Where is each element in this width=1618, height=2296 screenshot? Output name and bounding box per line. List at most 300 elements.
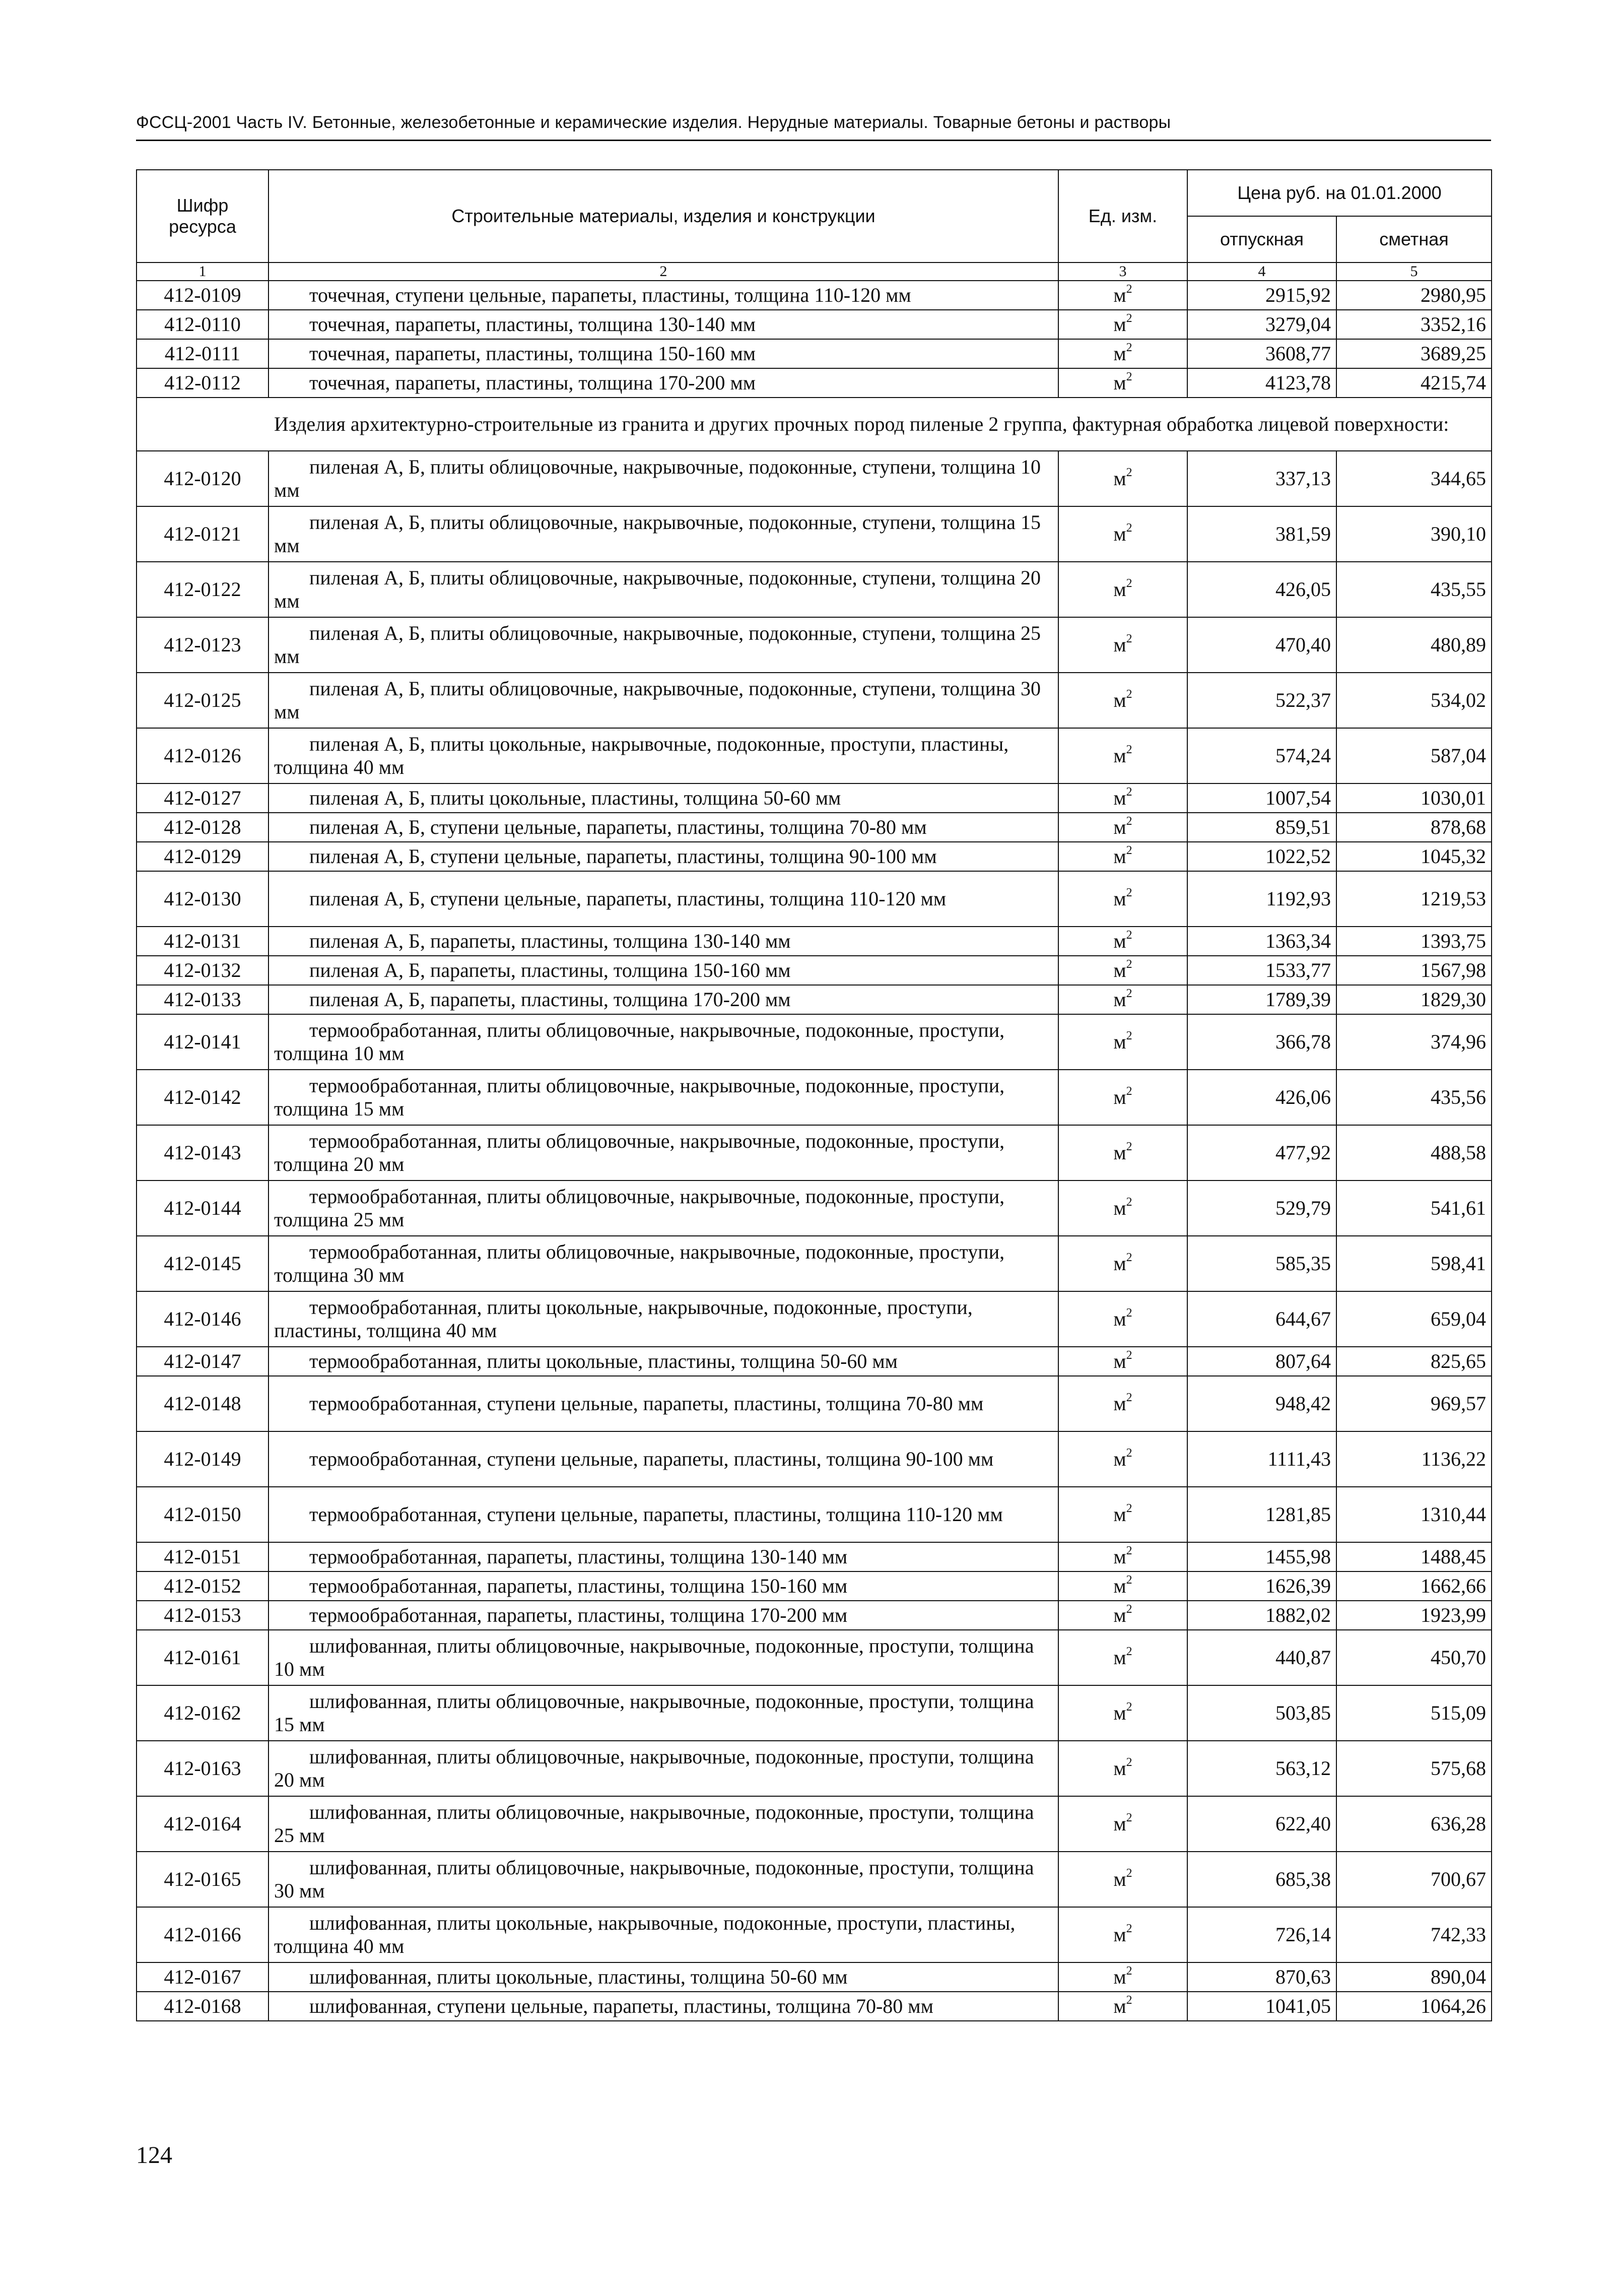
price-smet: 598,41 <box>1336 1236 1492 1291</box>
table-row <box>137 1236 1492 1291</box>
unit-label: м <box>1113 1575 1126 1597</box>
unit-label: м <box>1113 1197 1126 1219</box>
unit-cell <box>1058 783 1187 813</box>
table-row <box>137 1907 1492 1962</box>
price-otp: 585,35 <box>1187 1236 1336 1291</box>
col-header-description: Строительные материалы, изделия и конструкции <box>268 170 1058 263</box>
price-otp: 870,63 <box>1187 1962 1336 1992</box>
unit-label: м <box>1113 1448 1126 1470</box>
table-row <box>137 1992 1492 2021</box>
material-description-cell <box>268 1601 1058 1630</box>
resource-code: 412-0142 <box>137 1070 268 1125</box>
resource-code: 412-0147 <box>137 1347 268 1376</box>
column-number: 1 <box>137 263 268 281</box>
unit-cell <box>1058 1376 1187 1431</box>
material-description-cell <box>268 1431 1058 1487</box>
unit-cell <box>1058 617 1187 673</box>
price-otp: 337,13 <box>1187 451 1336 506</box>
price-smet: 4215,74 <box>1336 368 1492 398</box>
table-row <box>137 562 1492 617</box>
price-smet: 3689,25 <box>1336 339 1492 368</box>
resource-code: 412-0163 <box>137 1741 268 1796</box>
unit-exponent: 2 <box>1126 1964 1132 1978</box>
material-description: пиленая А, Б, плиты цокольные, накрывочные, подоконные, проступи, пластины, толщина 40 мм <box>274 733 1009 778</box>
material-description: пиленая А, Б, плиты облицовочные, накрывочные, подоконные, ступени, толщина 30 мм <box>274 677 1041 723</box>
unit-exponent: 2 <box>1126 370 1132 383</box>
price-smet: 1310,44 <box>1336 1487 1492 1542</box>
unit-cell <box>1058 1992 1187 2021</box>
price-smet: 575,68 <box>1336 1741 1492 1796</box>
price-smet: 390,10 <box>1336 506 1492 562</box>
unit-label: м <box>1113 1086 1126 1108</box>
material-description-cell <box>268 1907 1058 1962</box>
table-row <box>137 985 1492 1014</box>
material-description-cell <box>268 1291 1058 1347</box>
unit-exponent: 2 <box>1126 1306 1132 1320</box>
material-description: точечная, ступени цельные, парапеты, пластины, толщина 110-120 мм <box>309 284 911 306</box>
unit-label: м <box>1113 522 1126 545</box>
unit-label: м <box>1113 845 1126 868</box>
unit-exponent: 2 <box>1126 987 1132 1000</box>
unit-cell <box>1058 1907 1187 1962</box>
unit-cell <box>1058 1014 1187 1070</box>
unit-exponent: 2 <box>1126 1251 1132 1264</box>
price-smet: 659,04 <box>1336 1291 1492 1347</box>
material-description: шлифованная, плиты цокольные, пластины, толщина 50-60 мм <box>309 1965 848 1988</box>
unit-exponent: 2 <box>1126 1602 1132 1616</box>
material-description: шлифованная, плиты цокольные, накрывочные, подоконные, проступи, пластины, толщина 40 мм <box>274 1912 1016 1957</box>
price-smet: 1136,22 <box>1336 1431 1492 1487</box>
material-description-cell <box>268 310 1058 339</box>
resource-code: 412-0121 <box>137 506 268 562</box>
material-description: пиленая А, Б, ступени цельные, парапеты, пластины, толщина 110-120 мм <box>309 887 947 910</box>
column-number: 2 <box>268 263 1058 281</box>
price-otp: 366,78 <box>1187 1014 1336 1070</box>
unit-label: м <box>1113 1701 1126 1724</box>
resource-code: 412-0162 <box>137 1685 268 1741</box>
unit-label: м <box>1113 371 1126 394</box>
unit-cell <box>1058 1487 1187 1542</box>
table-row <box>137 1571 1492 1601</box>
unit-label: м <box>1113 786 1126 809</box>
material-description-cell <box>268 281 1058 310</box>
price-otp: 574,24 <box>1187 728 1336 783</box>
resource-code: 412-0153 <box>137 1601 268 1630</box>
material-description: термообработанная, ступени цельные, парапеты, пластины, толщина 90-100 мм <box>309 1448 994 1470</box>
unit-exponent: 2 <box>1126 814 1132 828</box>
price-smet: 1064,26 <box>1336 1992 1492 2021</box>
unit-cell <box>1058 1291 1187 1347</box>
unit-exponent: 2 <box>1126 928 1132 942</box>
material-description: шлифованная, плиты облицовочные, накрывочные, подоконные, проступи, толщина 20 мм <box>274 1745 1034 1791</box>
unit-exponent: 2 <box>1126 957 1132 971</box>
unit-label: м <box>1113 1646 1126 1669</box>
price-smet: 890,04 <box>1336 1962 1492 1992</box>
material-description: пиленая А, Б, плиты облицовочные, накрывочные, подоконные, ступени, толщина 25 мм <box>274 622 1041 668</box>
price-otp: 1455,98 <box>1187 1542 1336 1571</box>
price-otp: 1111,43 <box>1187 1431 1336 1487</box>
unit-cell <box>1058 673 1187 728</box>
unit-cell <box>1058 562 1187 617</box>
unit-exponent: 2 <box>1126 632 1132 645</box>
material-description: шлифованная, ступени цельные, парапеты, пластины, толщина 70-80 мм <box>309 1995 933 2017</box>
column-number-row <box>137 263 1492 281</box>
price-otp: 563,12 <box>1187 1741 1336 1796</box>
table-row <box>137 673 1492 728</box>
material-description: шлифованная, плиты облицовочные, накрывочные, подоконные, проступи, толщина 25 мм <box>274 1801 1034 1847</box>
unit-cell <box>1058 813 1187 842</box>
unit-exponent: 2 <box>1126 521 1132 535</box>
unit-exponent: 2 <box>1126 1645 1132 1658</box>
price-otp: 1363,34 <box>1187 927 1336 956</box>
material-description: пиленая А, Б, парапеты, пластины, толщина 170-200 мм <box>309 988 791 1011</box>
price-otp: 807,64 <box>1187 1347 1336 1376</box>
price-table <box>136 169 1492 2021</box>
material-description-cell <box>268 1992 1058 2021</box>
table-row <box>137 281 1492 310</box>
material-description: точечная, парапеты, пластины, толщина 130-140 мм <box>309 313 756 336</box>
price-smet: 1045,32 <box>1336 842 1492 871</box>
material-description: термообработанная, плиты облицовочные, накрывочные, подоконные, проступи, толщина 30 мм <box>274 1240 1005 1286</box>
price-otp: 622,40 <box>1187 1796 1336 1852</box>
column-number: 3 <box>1058 263 1187 281</box>
price-otp: 381,59 <box>1187 506 1336 562</box>
table-row <box>137 871 1492 927</box>
unit-label: м <box>1113 578 1126 601</box>
material-description-cell <box>268 1014 1058 1070</box>
unit-cell <box>1058 1180 1187 1236</box>
unit-cell <box>1058 1542 1187 1571</box>
resource-code: 412-0123 <box>137 617 268 673</box>
resource-code: 412-0152 <box>137 1571 268 1601</box>
unit-label: м <box>1113 930 1126 952</box>
resource-code: 412-0166 <box>137 1907 268 1962</box>
resource-code: 412-0144 <box>137 1180 268 1236</box>
price-otp: 3279,04 <box>1187 310 1336 339</box>
resource-code: 412-0131 <box>137 927 268 956</box>
unit-label: м <box>1113 1965 1126 1988</box>
material-description-cell <box>268 617 1058 673</box>
price-otp: 470,40 <box>1187 617 1336 673</box>
material-description-cell <box>268 1630 1058 1685</box>
unit-exponent: 2 <box>1126 282 1132 296</box>
column-number: 5 <box>1336 263 1492 281</box>
unit-cell <box>1058 1070 1187 1125</box>
price-smet: 435,56 <box>1336 1070 1492 1125</box>
material-description-cell <box>268 728 1058 783</box>
table-row <box>137 1741 1492 1796</box>
material-description: термообработанная, ступени цельные, парапеты, пластины, толщина 70-80 мм <box>309 1392 984 1415</box>
table-row <box>137 1962 1492 1992</box>
unit-cell <box>1058 1236 1187 1291</box>
resource-code: 412-0109 <box>137 281 268 310</box>
unit-label: м <box>1113 689 1126 711</box>
price-smet: 1393,75 <box>1336 927 1492 956</box>
unit-exponent: 2 <box>1126 1700 1132 1714</box>
material-description: пиленая А, Б, ступени цельные, парапеты, пластины, толщина 70-80 мм <box>309 816 927 838</box>
unit-exponent: 2 <box>1126 576 1132 590</box>
resource-code: 412-0145 <box>137 1236 268 1291</box>
material-description-cell <box>268 1542 1058 1571</box>
material-description-cell <box>268 339 1058 368</box>
unit-exponent: 2 <box>1126 466 1132 479</box>
material-description-cell <box>268 1376 1058 1431</box>
unit-cell <box>1058 985 1187 1014</box>
resource-code: 412-0132 <box>137 956 268 985</box>
unit-cell <box>1058 1685 1187 1741</box>
material-description: шлифованная, плиты облицовочные, накрывочные, подоконные, проступи, толщина 15 мм <box>274 1690 1034 1736</box>
unit-exponent: 2 <box>1126 311 1132 325</box>
material-description: пиленая А, Б, плиты цокольные, пластины, толщина 50-60 мм <box>309 786 841 809</box>
material-description: термообработанная, плиты облицовочные, накрывочные, подоконные, проступи, толщина 10 мм <box>274 1019 1005 1065</box>
price-otp: 2915,92 <box>1187 281 1336 310</box>
material-description: пиленая А, Б, плиты облицовочные, накрывочные, подоконные, ступени, толщина 15 мм <box>274 511 1041 557</box>
material-description: термообработанная, плиты облицовочные, накрывочные, подоконные, проступи, толщина 20 мм <box>274 1130 1005 1175</box>
material-description-cell <box>268 813 1058 842</box>
col-header-otp: отпускная <box>1187 216 1336 263</box>
table-row <box>137 1347 1492 1376</box>
unit-label: м <box>1113 1923 1126 1946</box>
unit-cell <box>1058 451 1187 506</box>
unit-cell <box>1058 1741 1187 1796</box>
unit-exponent: 2 <box>1126 1755 1132 1769</box>
unit-label: м <box>1113 1604 1126 1626</box>
price-otp: 440,87 <box>1187 1630 1336 1685</box>
price-smet: 969,57 <box>1336 1376 1492 1431</box>
material-description-cell <box>268 783 1058 813</box>
price-smet: 3352,16 <box>1336 310 1492 339</box>
table-row <box>137 617 1492 673</box>
price-otp: 522,37 <box>1187 673 1336 728</box>
price-otp: 3608,77 <box>1187 339 1336 368</box>
price-otp: 644,67 <box>1187 1291 1336 1347</box>
unit-cell <box>1058 1796 1187 1852</box>
table-row <box>137 813 1492 842</box>
unit-label: м <box>1113 284 1126 306</box>
price-smet: 1662,66 <box>1336 1571 1492 1601</box>
unit-cell <box>1058 927 1187 956</box>
price-smet: 587,04 <box>1336 728 1492 783</box>
unit-cell <box>1058 1571 1187 1601</box>
table-row <box>137 1291 1492 1347</box>
material-description: точечная, парапеты, пластины, толщина 150-160 мм <box>309 342 756 365</box>
unit-label: м <box>1113 1252 1126 1275</box>
resource-code: 412-0112 <box>137 368 268 398</box>
unit-label: м <box>1113 1030 1126 1053</box>
unit-exponent: 2 <box>1126 1084 1132 1098</box>
price-otp: 4123,78 <box>1187 368 1336 398</box>
price-smet: 480,89 <box>1336 617 1492 673</box>
price-otp: 1007,54 <box>1187 783 1336 813</box>
unit-cell <box>1058 871 1187 927</box>
unit-label: м <box>1113 1545 1126 1568</box>
unit-label: м <box>1113 959 1126 981</box>
table-row <box>137 927 1492 956</box>
unit-cell <box>1058 368 1187 398</box>
material-description: термообработанная, плиты облицовочные, накрывочные, подоконные, проступи, толщина 15 мм <box>274 1074 1005 1120</box>
material-description: пиленая А, Б, парапеты, пластины, толщина 130-140 мм <box>309 930 791 952</box>
table-row <box>137 339 1492 368</box>
material-description-cell <box>268 842 1058 871</box>
unit-label: м <box>1113 467 1126 490</box>
unit-label: м <box>1113 1503 1126 1526</box>
price-smet: 742,33 <box>1336 1907 1492 1962</box>
table-row <box>137 1487 1492 1542</box>
resource-code: 412-0143 <box>137 1125 268 1180</box>
resource-code: 412-0149 <box>137 1431 268 1487</box>
price-otp: 426,06 <box>1187 1070 1336 1125</box>
price-smet: 541,61 <box>1336 1180 1492 1236</box>
table-row <box>137 728 1492 783</box>
unit-label: м <box>1113 1868 1126 1890</box>
table-row <box>137 1601 1492 1630</box>
price-smet: 2980,95 <box>1336 281 1492 310</box>
price-smet: 878,68 <box>1336 813 1492 842</box>
table-row <box>137 310 1492 339</box>
resource-code: 412-0146 <box>137 1291 268 1347</box>
material-description-cell <box>268 871 1058 927</box>
unit-cell <box>1058 1125 1187 1180</box>
resource-code: 412-0164 <box>137 1796 268 1852</box>
price-otp: 1281,85 <box>1187 1487 1336 1542</box>
material-description: пиленая А, Б, парапеты, пластины, толщина 150-160 мм <box>309 959 791 981</box>
group-heading: Изделия архитектурно-строительные из гранита и других прочных пород пиленые 2 группа, фактурная обработка лицевой поверхности: <box>274 413 1449 435</box>
unit-exponent: 2 <box>1126 1140 1132 1153</box>
material-description-cell <box>268 1070 1058 1125</box>
table-row <box>137 1796 1492 1852</box>
unit-label: м <box>1113 1757 1126 1780</box>
resource-code: 412-0168 <box>137 1992 268 2021</box>
unit-exponent: 2 <box>1126 1446 1132 1460</box>
unit-label: м <box>1113 988 1126 1011</box>
unit-exponent: 2 <box>1126 843 1132 857</box>
price-smet: 825,65 <box>1336 1347 1492 1376</box>
unit-cell <box>1058 1852 1187 1907</box>
unit-exponent: 2 <box>1126 743 1132 756</box>
unit-label: м <box>1113 342 1126 365</box>
table-row <box>137 1014 1492 1070</box>
price-otp: 726,14 <box>1187 1907 1336 1962</box>
unit-label: м <box>1113 1812 1126 1835</box>
resource-code: 412-0110 <box>137 310 268 339</box>
material-description-cell <box>268 1741 1058 1796</box>
unit-exponent: 2 <box>1126 1866 1132 1880</box>
unit-label: м <box>1113 1141 1126 1164</box>
unit-exponent: 2 <box>1126 1993 1132 2007</box>
table-row <box>137 783 1492 813</box>
unit-label: м <box>1113 1995 1126 2017</box>
material-description-cell <box>268 1962 1058 1992</box>
material-description: термообработанная, парапеты, пластины, толщина 150-160 мм <box>309 1575 848 1597</box>
price-otp: 1626,39 <box>1187 1571 1336 1601</box>
unit-label: м <box>1113 1307 1126 1330</box>
table-row <box>137 1852 1492 1907</box>
resource-code: 412-0127 <box>137 783 268 813</box>
unit-label: м <box>1113 887 1126 910</box>
resource-code: 412-0133 <box>137 985 268 1014</box>
resource-code: 412-0111 <box>137 339 268 368</box>
price-smet: 1923,99 <box>1336 1601 1492 1630</box>
unit-exponent: 2 <box>1126 886 1132 899</box>
unit-cell <box>1058 1347 1187 1376</box>
resource-code: 412-0165 <box>137 1852 268 1907</box>
unit-cell <box>1058 728 1187 783</box>
price-otp: 529,79 <box>1187 1180 1336 1236</box>
unit-cell <box>1058 1630 1187 1685</box>
price-smet: 1219,53 <box>1336 871 1492 927</box>
unit-exponent: 2 <box>1126 1391 1132 1404</box>
table-row <box>137 1542 1492 1571</box>
material-description-cell <box>268 1685 1058 1741</box>
unit-label: м <box>1113 744 1126 767</box>
price-otp: 1789,39 <box>1187 985 1336 1014</box>
price-smet: 515,09 <box>1336 1685 1492 1741</box>
price-smet: 1829,30 <box>1336 985 1492 1014</box>
unit-label: м <box>1113 633 1126 656</box>
table-row <box>137 956 1492 985</box>
column-number: 4 <box>1187 263 1336 281</box>
table-row <box>137 1685 1492 1741</box>
material-description: термообработанная, ступени цельные, парапеты, пластины, толщина 110-120 мм <box>309 1503 1003 1526</box>
unit-exponent: 2 <box>1126 1573 1132 1587</box>
resource-code: 412-0130 <box>137 871 268 927</box>
price-smet: 1030,01 <box>1336 783 1492 813</box>
price-otp: 1882,02 <box>1187 1601 1336 1630</box>
resource-code: 412-0141 <box>137 1014 268 1070</box>
table-row <box>137 451 1492 506</box>
unit-cell <box>1058 1962 1187 1992</box>
price-smet: 534,02 <box>1336 673 1492 728</box>
resource-code: 412-0126 <box>137 728 268 783</box>
table-row <box>137 1125 1492 1180</box>
unit-label: м <box>1113 1350 1126 1372</box>
price-otp: 1192,93 <box>1187 871 1336 927</box>
material-description: точечная, парапеты, пластины, толщина 170-200 мм <box>309 371 756 394</box>
resource-code: 412-0167 <box>137 1962 268 1992</box>
table-row <box>137 1180 1492 1236</box>
col-header-price-group: Цена руб. на 01.01.2000 <box>1187 170 1492 216</box>
price-otp: 685,38 <box>1187 1852 1336 1907</box>
material-description-cell <box>268 1796 1058 1852</box>
price-otp: 503,85 <box>1187 1685 1336 1741</box>
table-row <box>137 368 1492 398</box>
unit-exponent: 2 <box>1126 1922 1132 1935</box>
material-description-cell <box>268 1347 1058 1376</box>
unit-label: м <box>1113 816 1126 838</box>
unit-cell <box>1058 842 1187 871</box>
material-description-cell <box>268 1487 1058 1542</box>
price-smet: 344,65 <box>1336 451 1492 506</box>
material-description: пиленая А, Б, плиты облицовочные, накрывочные, подоконные, ступени, толщина 10 мм <box>274 455 1041 501</box>
material-description-cell <box>268 1125 1058 1180</box>
page-number: 124 <box>136 2142 172 2169</box>
price-otp: 426,05 <box>1187 562 1336 617</box>
material-description-cell <box>268 562 1058 617</box>
price-smet: 1567,98 <box>1336 956 1492 985</box>
group-heading-cell <box>137 398 1492 451</box>
resource-code: 412-0150 <box>137 1487 268 1542</box>
unit-cell <box>1058 310 1187 339</box>
running-header: ФССЦ-2001 Часть IV. Бетонные, железобетонные и керамические изделия. Нерудные материалы. Товарные бетоны и растворы <box>136 113 1491 141</box>
price-otp: 1022,52 <box>1187 842 1336 871</box>
resource-code: 412-0128 <box>137 813 268 842</box>
unit-exponent: 2 <box>1126 1029 1132 1042</box>
unit-cell <box>1058 1431 1187 1487</box>
col-header-smet: сметная <box>1336 216 1492 263</box>
price-otp: 477,92 <box>1187 1125 1336 1180</box>
table-row <box>137 1070 1492 1125</box>
unit-cell <box>1058 1601 1187 1630</box>
